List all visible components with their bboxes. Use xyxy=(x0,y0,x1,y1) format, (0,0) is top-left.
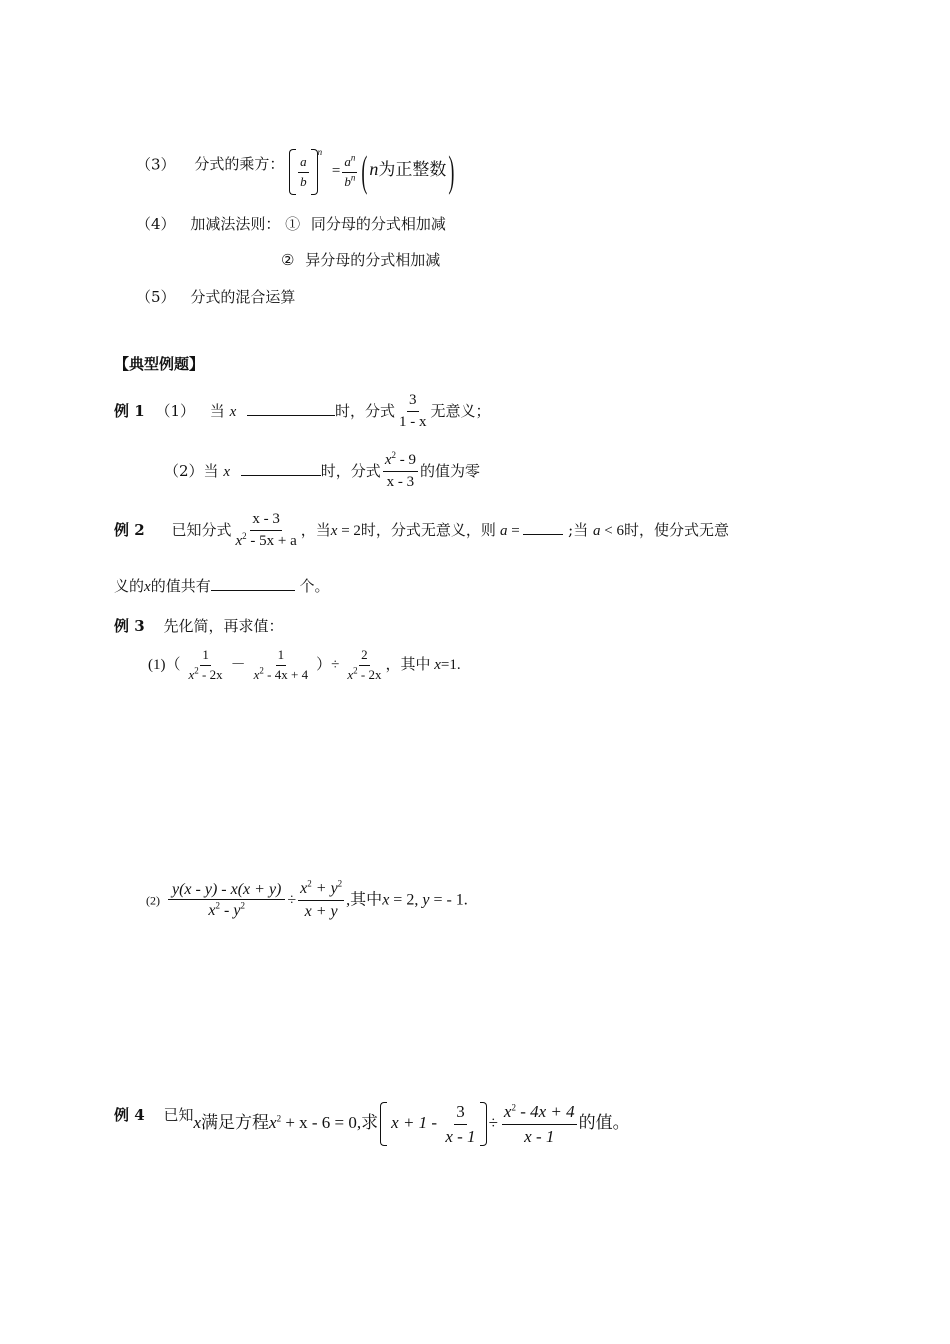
left-bracket xyxy=(289,149,296,195)
fraction-x-minus-3-over-quadratic: $\frac{x - 3}{x^2 - 5x + a}$ xyxy=(235,511,297,550)
power-formula: $\frac{a}{b}$ $^n$ = $\frac{a^n}{b^n}$ ( n为正整数 ) xyxy=(289,163,456,179)
example-1-part-2: （2）当 x 时，分式 $\frac{x^2 - 9}{x - 3}$ 的值为零 xyxy=(164,450,480,491)
answer-blank-a[interactable] xyxy=(523,522,563,535)
circle-1: ① xyxy=(285,215,301,233)
item-3 xyxy=(136,143,456,195)
example-3-title: 例 3 先化简，再求值： xyxy=(114,617,284,635)
item-4-label: 加减法法则： xyxy=(190,215,281,233)
example-4-formula: x满足方程$x^2 + x - 6 = 0$,求 x + 1 - $\frac{3}{x - 1}$ ÷ $\frac{x^2 - 4x + 4}{x - 1}$ 的值。 xyxy=(193,1102,630,1146)
example-3-label: 例 3 xyxy=(114,617,145,635)
fraction-big-numerator-over-x2-minus-y2: $\frac{y(x - y) - x(x + y)}{x^2 - y^2}$ xyxy=(168,881,285,921)
fraction-3-over-x-minus-1: $\frac{3}{x - 1}$ xyxy=(445,1102,476,1146)
example-3-part-2: (2) $\frac{y(x - y) - x(x + y)}{x^2 - y^2}$ ÷ $\frac{x^2 + y^2}{x + y}$ ,其中x = 2, y = - 1. xyxy=(146,878,468,921)
item-5-number: （5） xyxy=(136,288,176,306)
item-4 xyxy=(136,213,446,234)
item-4-rule-2 xyxy=(281,249,440,270)
left-bracket xyxy=(380,1102,387,1146)
fraction-a-over-b: $\frac{a}{b}$ xyxy=(300,153,307,189)
example-2-line-2: 义的x的值共有 个。 xyxy=(114,577,330,595)
item-3-label: 分式的乘方： xyxy=(194,155,285,174)
fraction-1-over-x2-minus-4x-plus-4: $\frac{1}{x^2 - 4x + 4}$ xyxy=(253,647,309,682)
fraction-quadratic-over-x-minus-1: $\frac{x^2 - 4x + 4}{x - 1}$ xyxy=(503,1102,575,1146)
item-5-label: 分式的混合运算 xyxy=(190,288,296,306)
item-3-number: （3） xyxy=(136,155,176,174)
item-4-number: （4） xyxy=(136,215,176,233)
answer-blank-count[interactable] xyxy=(211,578,295,591)
circle-2: ② xyxy=(281,251,295,269)
item-5 xyxy=(136,286,295,307)
section-title: 【典型例题】 xyxy=(114,355,205,373)
example-4-label: 例 4 xyxy=(114,1105,145,1124)
rule-different-denominator: 异分母的分式相加减 xyxy=(305,251,441,269)
example-3-part-1: (1)（ $\frac{1}{x^2 - 2x}$ － $\frac{1}{x^2 - 4x + 4}$ ）÷ $\frac{2}{x^2 - 2x}$ ，其中 x=1. xyxy=(148,647,461,682)
answer-blank-1[interactable] xyxy=(247,403,335,416)
right-bracket xyxy=(480,1102,487,1146)
fraction-x2-minus-9-over-x-minus-3: $\frac{x^2 - 9}{x - 3}$ xyxy=(384,450,416,491)
example-2-line-1: 例 2 已知分式 $\frac{x - 3}{x^2 - 5x + a}$ ，当x = 2时，分式无意义，则 a = ;当 a < 6时，使分式无意 xyxy=(114,511,729,550)
rule-same-denominator: 同分母的分式相加减 xyxy=(310,215,446,233)
example-1-label: 例 1 xyxy=(114,401,145,420)
example-4: 例 4 已知x满足方程$x^2 + x - 6 = 0$,求 x + 1 - $\frac{3}{x - 1}$ ÷ $\frac{x^2 - 4x + 4}{x - 1}$ 的值。 xyxy=(114,1102,630,1146)
example-1-part-1: 例 1 （1） 当 x 时，分式 $\frac{3}{1 - x}$ 无意义； xyxy=(114,392,491,431)
right-bracket xyxy=(311,149,318,195)
fraction-1-over-x2-minus-2x: $\frac{1}{x^2 - 2x}$ xyxy=(188,647,223,682)
fraction-x2-plus-y2-over-x-plus-y: $\frac{x^2 + y^2}{x + y}$ xyxy=(300,878,343,921)
fraction-2-over-x2-minus-2x: $\frac{2}{x^2 - 2x}$ xyxy=(347,647,382,682)
fraction-an-over-bn: $\frac{a^n}{b^n}$ xyxy=(344,152,356,189)
fraction-3-over-1-minus-x: $\frac{3}{1 - x}$ xyxy=(399,392,427,431)
example-2-label: 例 2 xyxy=(114,520,145,539)
answer-blank-2[interactable] xyxy=(241,463,321,476)
